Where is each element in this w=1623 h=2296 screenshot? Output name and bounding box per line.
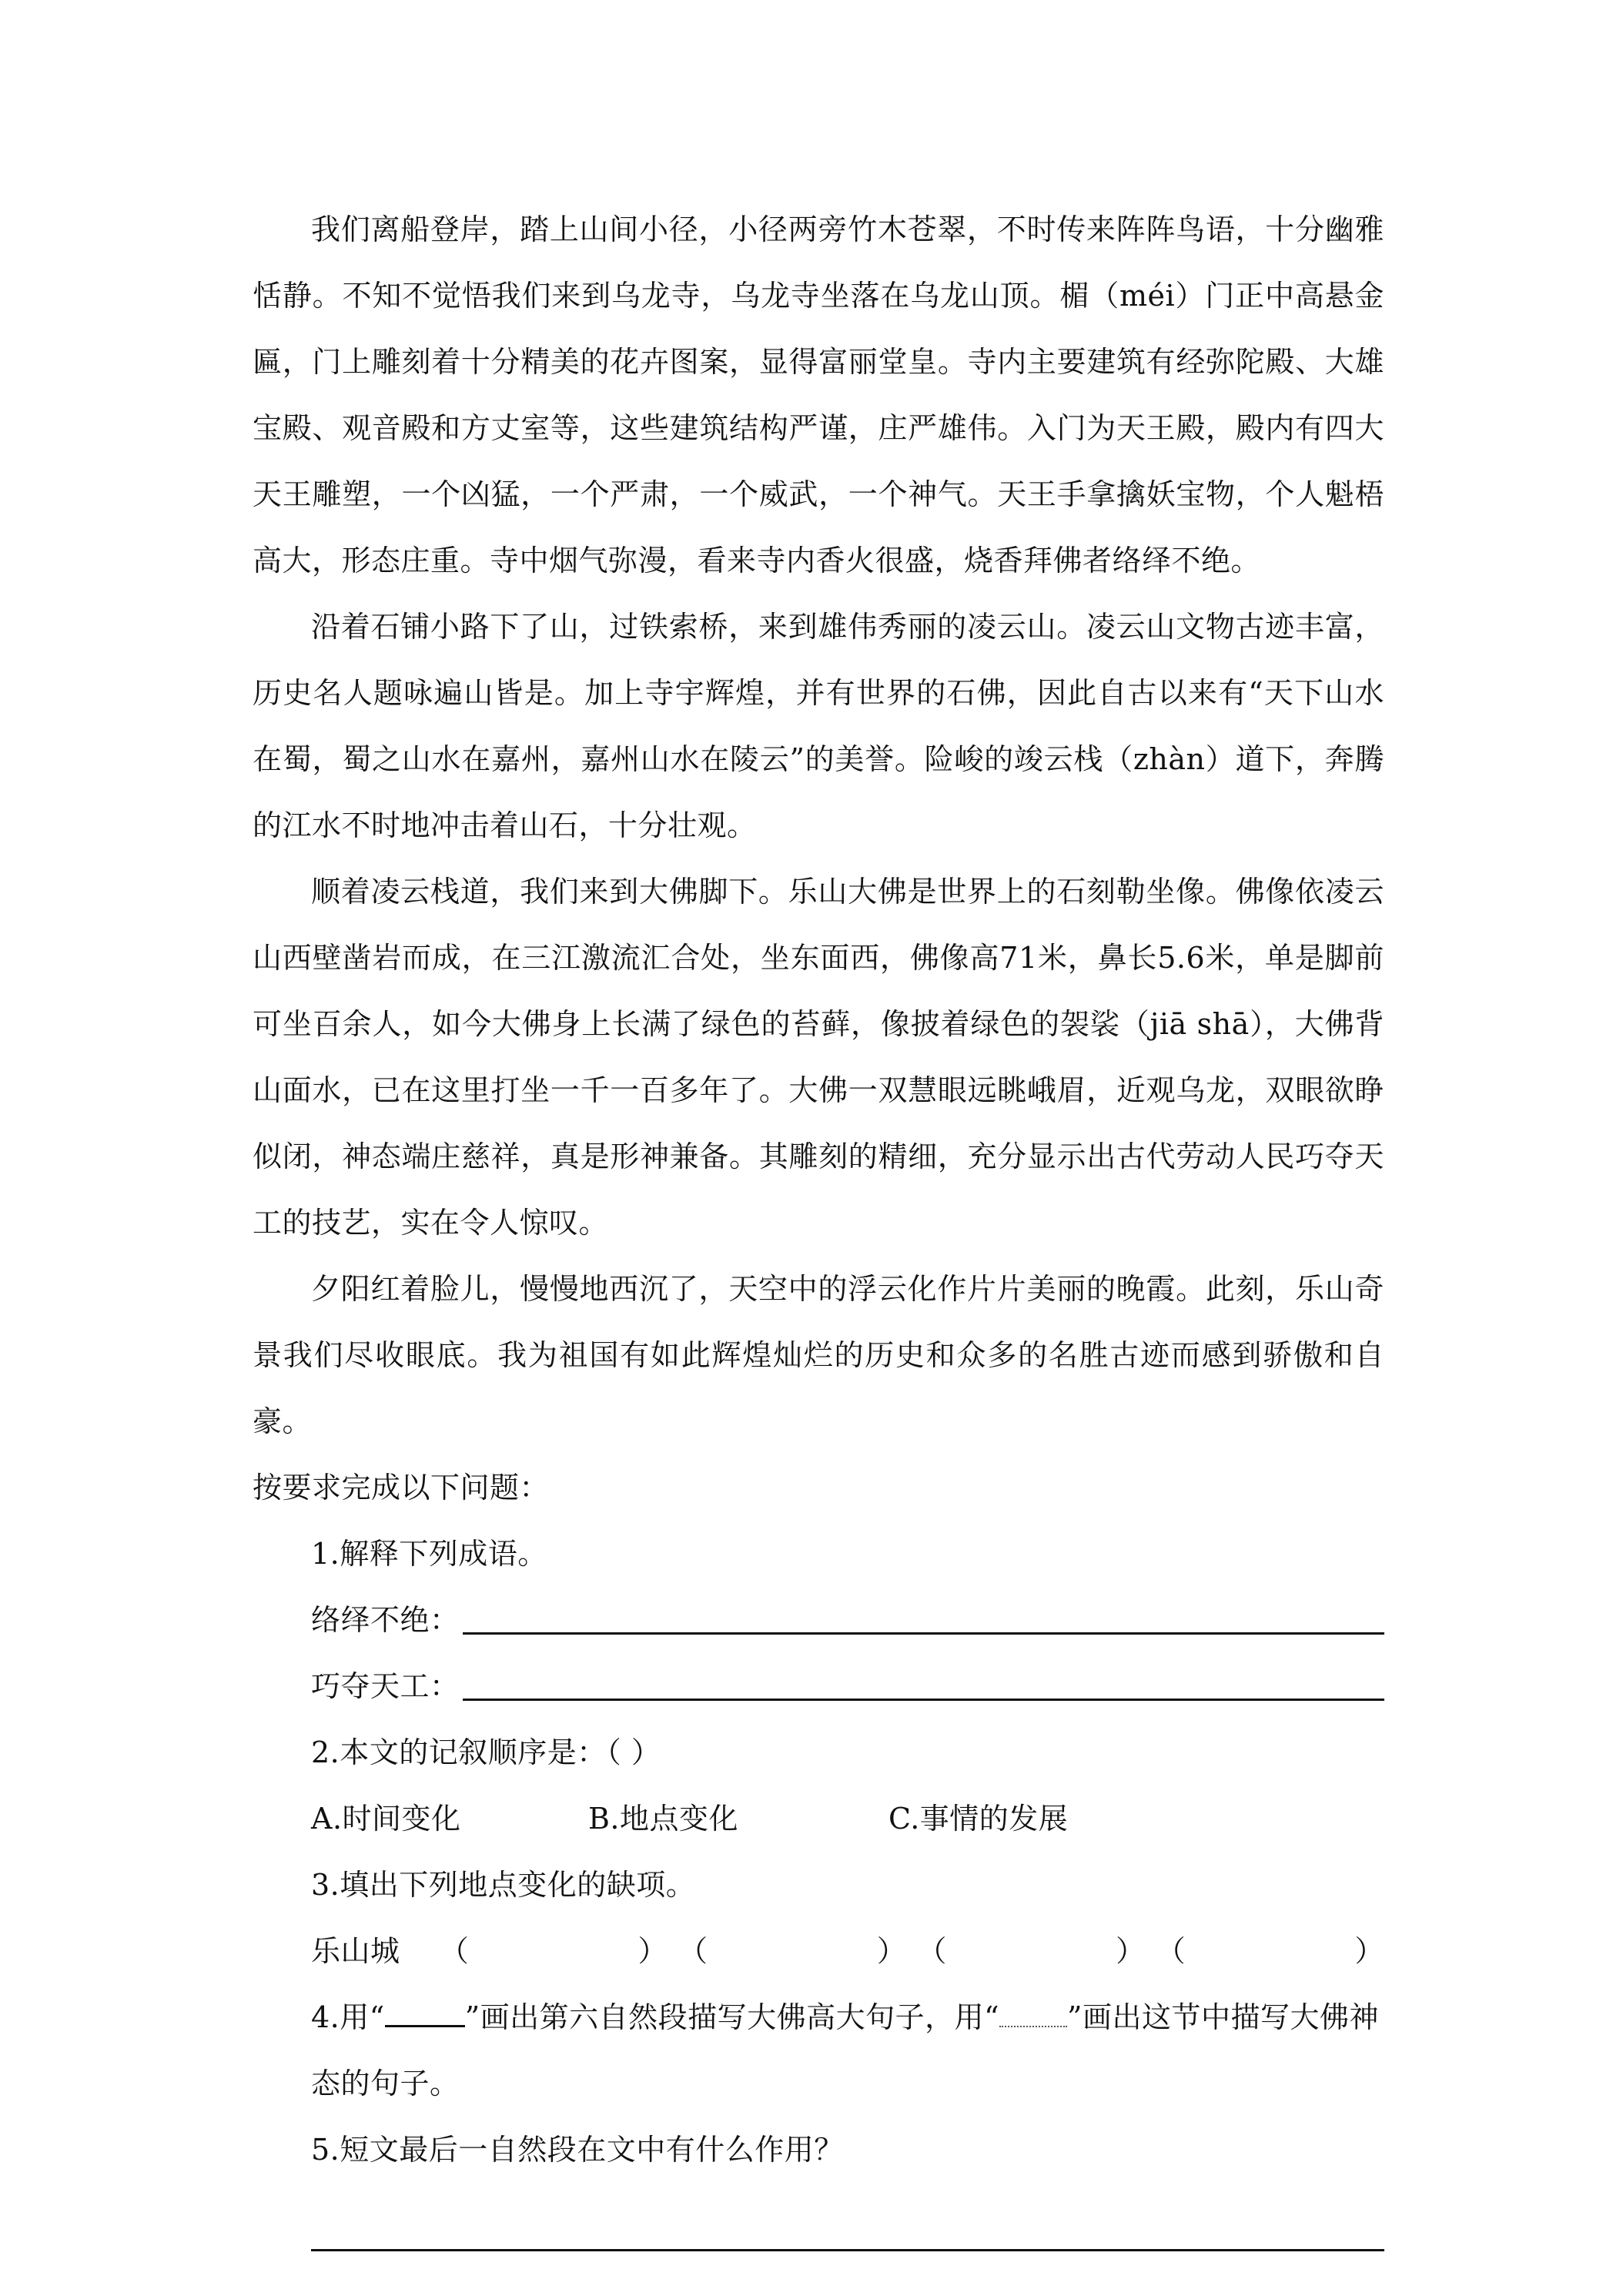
question-3-title: 3.填出下列地点变化的缺项。 xyxy=(311,1868,696,1902)
answer-line-2[interactable] xyxy=(463,1699,1384,1701)
question-4: 4.用“ ”画出第六自然段描写大佛高大句子，用“ ”画出这节中描写大佛神态的句子。 xyxy=(311,2000,1379,2100)
instructions: 按要求完成以下问题： xyxy=(253,1471,550,1504)
dotted-underline-sample xyxy=(999,2003,1067,2027)
answer-line-1[interactable] xyxy=(463,1632,1384,1635)
option-a[interactable]: A.时间变化 xyxy=(311,1802,461,1836)
question-2-title: 2.本文的记叙顺序是：（ ） xyxy=(311,1735,661,1769)
worksheet-content xyxy=(253,196,1384,2251)
solid-underline-sample xyxy=(385,2002,465,2027)
place-blank-2[interactable]: （ ） xyxy=(678,1934,907,1968)
question-1-item-1 xyxy=(253,1587,1384,1653)
question-1-title: 1.解释下列成语。 xyxy=(311,1537,547,1571)
question-5-title: 5.短文最后一自然段在文中有什么作用？ xyxy=(311,2133,844,2167)
place-blank-1[interactable]: （ ） xyxy=(439,1934,668,1968)
place-blank-4[interactable]: （ ） xyxy=(1156,1934,1384,1968)
question-1-item-2 xyxy=(253,1653,1384,1719)
place-start: 乐山城 xyxy=(311,1934,400,1968)
question-3-places xyxy=(253,1918,1384,1984)
option-b[interactable]: B.地点变化 xyxy=(588,1802,739,1836)
question-2-options xyxy=(253,1786,1384,1852)
option-c[interactable]: C.事情的发展 xyxy=(888,1802,1069,1836)
paragraph-sunset: 夕阳红着脸儿，慢慢地西沉了，天空中的浮云化作片片美丽的晚霞。此刻，乐山奇景我们尽收眼底。我为祖国有如此辉煌灿烂的历史和众多的名胜古迹而感到骄傲和自豪。 xyxy=(253,1272,1384,1438)
paragraph-leshan-buddha: 顺着凌云栈道，我们来到大佛脚下。乐山大佛是世界上的石刻勒坐像。佛像依凌云山西壁凿岩而成，在三江激流汇合处，坐东面西，佛像高71米，鼻长5.6米，单是脚前可坐百余人，如今大佛身上长满了绿色的苔藓，像披着绿色的袈裟（jiā shā），大佛背山面水，已在这里打坐一千一百多年了。大佛一双慧眼远眺峨眉，近观乌龙，双眼欲睁似闭，神态端庄慈祥，真是形神兼备。其雕刻的精细，充分显示出古代劳动人民巧夺天工的技艺，实在令人惊叹。 xyxy=(253,875,1384,1240)
idiom-label-2: 巧夺天工： xyxy=(311,1669,460,1703)
paragraph-wulong-temple: 我们离船登岸，踏上山间小径，小径两旁竹木苍翠，不时传来阵阵鸟语，十分幽雅恬静。不知不觉悟我们来到乌龙寺，乌龙寺坐落在乌龙山顶。楣（méi）门正中高悬金匾，门上雕刻着十分精美的花卉图案，显得富丽堂皇。寺内主要建筑有经弥陀殿、大雄宝殿、观音殿和方丈室等，这些建筑结构严谨，庄严雄伟。入门为天王殿，殿内有四大天王雕塑，一个凶猛，一个严肃，一个威武，一个神气。天王手拿擒妖宝物，个人魁梧高大，形态庄重。寺中烟气弥漫，看来寺内香火很盛，烧香拜佛者络绎不绝。 xyxy=(253,213,1384,577)
question-5-answer-line[interactable] xyxy=(311,2183,1384,2251)
paragraph-lingyun-mountain: 沿着石铺小路下了山，过铁索桥，来到雄伟秀丽的凌云山。凌云山文物古迹丰富，历史名人题咏遍山皆是。加上寺宇辉煌，并有世界的石佛，因此自古以来有“天下山水在蜀，蜀之山水在嘉州，嘉州山水在陵云”的美誉。险峻的竣云栈（zhàn）道下，奔腾的江水不时地冲击着山石，十分壮观。 xyxy=(253,610,1384,842)
idiom-label-1: 络绎不绝： xyxy=(311,1603,460,1637)
place-blank-3[interactable]: （ ） xyxy=(917,1934,1146,1968)
